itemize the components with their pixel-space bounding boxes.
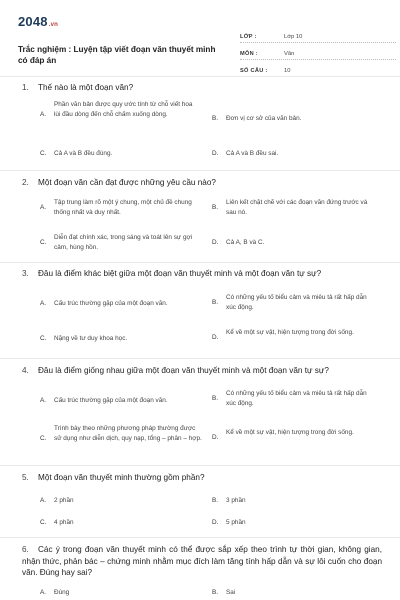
option-letter: D. bbox=[212, 519, 219, 526]
option-letter: A. bbox=[40, 300, 47, 307]
option-text: Diễn đạt chính xác, trong sáng và toát lên sự gợi cảm, hùng hồn. bbox=[54, 234, 193, 251]
option-letter: B. bbox=[212, 394, 219, 402]
divider bbox=[0, 262, 400, 263]
question-number: 2. bbox=[22, 178, 29, 187]
meta-value: 10 bbox=[284, 68, 291, 74]
option-letter: D. bbox=[212, 333, 219, 341]
option-letter: B. bbox=[212, 497, 219, 504]
option-text: Đơn vị cơ sở của văn bản. bbox=[226, 115, 302, 122]
option-text: 5 phần bbox=[226, 519, 246, 526]
option-letter: A. bbox=[40, 589, 47, 596]
question-2 bbox=[22, 177, 216, 189]
option-text: Kể về một sự vật, hiện tượng trong đời sống. bbox=[226, 329, 354, 336]
question-text: Các ý trong đoạn văn thuyết minh có thể được sắp xếp theo trình tự thời gian, không gian, nhận thức, phản bác – chứng minh nhằm mục đích làm tăng tính hấp dẫn và sự lôi cuốn cho đoạn văn. Đúng hay sai? bbox=[22, 545, 382, 577]
question-1 bbox=[22, 82, 133, 94]
option-text: Liên kết chặt chẽ với các đoạn văn đứng trước và sau nó. bbox=[226, 199, 368, 216]
meta-row-subject bbox=[240, 45, 396, 60]
worksheet-header bbox=[18, 14, 386, 74]
question-number: 3. bbox=[22, 269, 29, 278]
question-number: 5. bbox=[22, 473, 29, 482]
divider bbox=[0, 170, 400, 171]
question-5 bbox=[22, 472, 205, 484]
meta-row-count bbox=[240, 62, 396, 77]
option-text: Có những yếu tố biểu cảm và miêu tả rất hấp dẫn xúc động. bbox=[226, 294, 367, 311]
option-text: Sai bbox=[226, 589, 236, 596]
option-text: Cả A và B đều sai. bbox=[226, 150, 279, 157]
option-text: Cấu trúc thường gặp của một đoạn văn. bbox=[54, 397, 168, 404]
meta-info bbox=[240, 28, 396, 79]
site-logo[interactable] bbox=[18, 14, 58, 29]
question-text: Thế nào là một đoạn văn? bbox=[38, 83, 134, 92]
option-text: Trình bày theo những phương pháp thường được sử dụng như diễn dịch, quy nạp, tổng – phân – hợp. bbox=[54, 425, 202, 442]
option-text: 3 phần bbox=[226, 497, 246, 504]
option-text: Có những yếu tố biểu cảm và miêu tả rất hấp dẫn xúc động. bbox=[226, 390, 367, 407]
meta-label: LỚP : bbox=[240, 34, 257, 40]
option-text: Cấu trúc thường gặp của một đoạn văn. bbox=[54, 300, 168, 307]
option-letter: A. bbox=[40, 110, 47, 118]
divider bbox=[0, 76, 400, 77]
option-letter: D. bbox=[212, 150, 219, 157]
option-letter: B. bbox=[212, 115, 219, 122]
option-text: Nặng về tư duy khoa học. bbox=[54, 335, 128, 342]
option-text: Cả A, B và C. bbox=[226, 239, 265, 246]
option-letter: C. bbox=[40, 335, 47, 342]
divider bbox=[0, 465, 400, 466]
option-letter: A. bbox=[40, 397, 47, 404]
question-number: 1. bbox=[22, 83, 29, 92]
option-text: Kể về một sự vật, hiện tượng trong đời sống. bbox=[226, 429, 354, 436]
question-6 bbox=[22, 544, 382, 579]
option-letter: D. bbox=[212, 433, 219, 441]
meta-value: Lớp 10 bbox=[284, 34, 303, 40]
logo-suffix: .vn bbox=[48, 22, 59, 28]
meta-value: Văn bbox=[284, 51, 295, 57]
option-text: Tập trung làm rõ một ý chung, một chủ đề chung thống nhất và duy nhất. bbox=[54, 199, 192, 216]
option-letter: C. bbox=[40, 519, 47, 526]
option-text: Cả A và B đều đúng. bbox=[54, 150, 113, 157]
option-letter: A. bbox=[40, 497, 47, 504]
option-text: Phần văn bản được quy ước tính từ chỗ viết hoa lùi đầu dòng đến chỗ chấm xuống dòng. bbox=[54, 101, 193, 118]
option-letter: C. bbox=[40, 150, 47, 157]
meta-label: SỐ CÂU : bbox=[240, 68, 268, 74]
question-text: Một đoạn văn cần đạt được những yêu cầu nào? bbox=[38, 178, 216, 187]
question-4 bbox=[22, 365, 329, 377]
question-text: Một đoạn văn thuyết minh thường gồm phần? bbox=[38, 473, 205, 482]
option-letter: B. bbox=[212, 589, 219, 596]
option-letter: B. bbox=[212, 203, 219, 211]
divider bbox=[0, 537, 400, 538]
option-letter: C. bbox=[40, 434, 47, 442]
meta-label: MÔN : bbox=[240, 51, 258, 57]
option-letter: C. bbox=[40, 238, 47, 246]
option-letter: A. bbox=[40, 203, 47, 211]
option-text: Đúng bbox=[54, 589, 70, 596]
question-number: 6. bbox=[22, 545, 29, 554]
question-number: 4. bbox=[22, 366, 29, 375]
option-text: 4 phần bbox=[54, 519, 74, 526]
question-text: Đâu là điểm khác biệt giữa một đoạn văn thuyết minh và một đoạn văn tự sự? bbox=[38, 269, 322, 278]
meta-row-class bbox=[240, 28, 396, 43]
divider bbox=[0, 358, 400, 359]
logo-text: 2048 bbox=[18, 14, 48, 29]
document-title: Trắc nghiệm : Luyện tập viết đoạn văn thuyết minh có đáp án bbox=[18, 45, 216, 65]
question-3 bbox=[22, 268, 321, 280]
question-text: Đâu là điểm giống nhau giữa một đoạn văn thuyết minh và một đoạn văn tự sự? bbox=[38, 366, 329, 375]
option-letter: B. bbox=[212, 298, 219, 306]
option-letter: D. bbox=[212, 239, 219, 246]
option-text: 2 phần bbox=[54, 497, 74, 504]
